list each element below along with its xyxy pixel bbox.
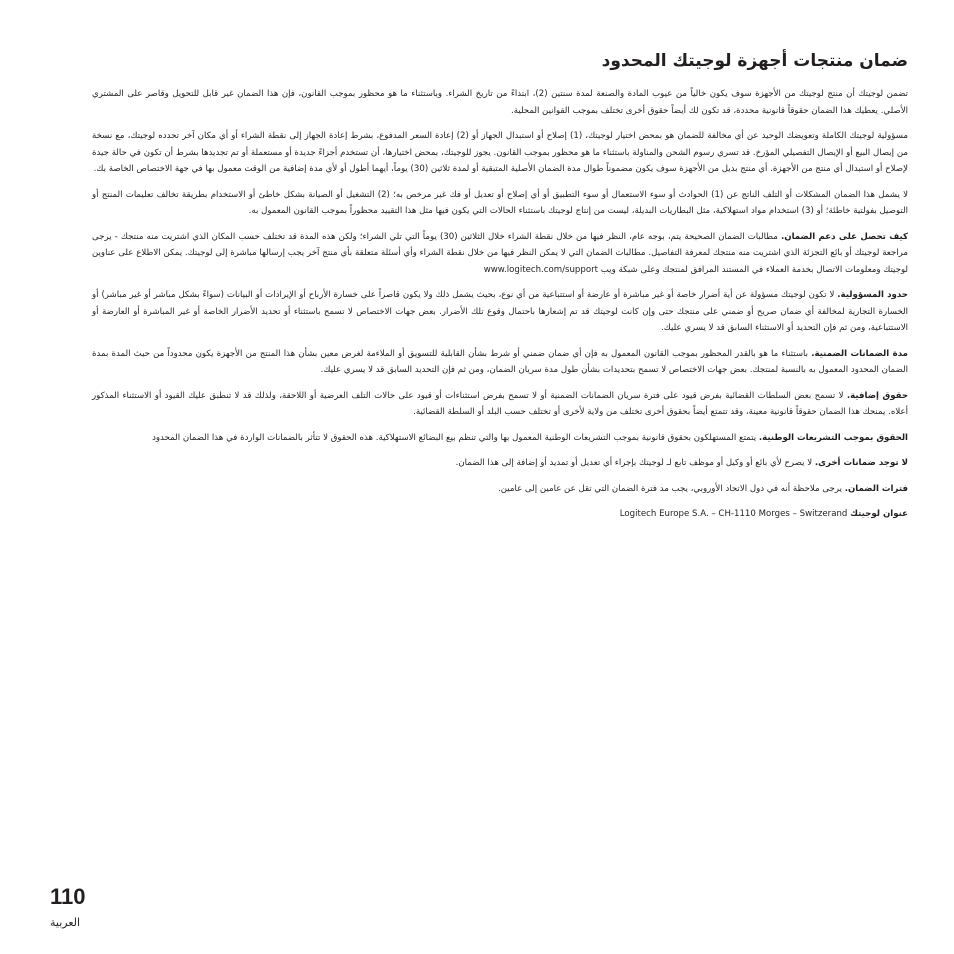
paragraph-heading: الحقوق بموجب التشريعات الوطنية. [758,432,908,443]
paragraph-support [92,229,908,279]
paragraph-additional-rights [92,388,908,421]
paragraph-remedy [92,128,908,178]
paragraph-heading: عنوان لوجيتك [850,509,908,519]
paragraph-implied-warranties [92,346,908,379]
paragraph-text: مطالبات الضمان الصحيحة يتم، بوجه عام، النظر فيها من خلال نقطة الشراء خلال الثلاثين (30) يوماً التي تلي الشراء؛ ولكن هذه المدة قد تختلف حسب المكان الذي اشتريت منه منتجك - يرجى مراجعة لوجيتك أو بائع التجزئة الذي اشتريت منه منتجك لمعرفة التفاصيل. مطالبات الضمان التي لا يمكن النظر فيها من خلال نقطة الشراء وأي أسئلة متعلقة بأي منتج آخر يجب إرسالها مباشرة إلى لوجيتك. يمكن الاطلاع على عناوين لوجيتك ومعلومات الاتصال بخدمة العملاء في المستند المرافق لمنتجك وعلى شبكة ويب [92,231,908,275]
warranty-content [92,48,908,532]
paragraph-warranty-intro [92,86,908,119]
paragraph-text: يتمتع المستهلكون بحقوق قانونية بموجب التشريعات الوطنية المعمول بها والتي تنظم بيع البضائع الاستهلاكية. هذه الحقوق لا تتأثر بالضمانات الواردة في هذا الضمان المحدود [152,432,759,443]
paragraph-heading: لا توجد ضمانات أخرى. [814,458,908,468]
paragraph-text: لا يصرح لأي بائع أو وكيل أو موظف تابع لـ لوجيتك بإجراء أي تعديل أو تمديد أو إضافة إلى هذا الضمان. [455,458,815,468]
paragraph-national-rights [92,430,908,447]
paragraph-liability [92,287,908,337]
page-title: ضمان منتجات أجهزة لوجيتك المحدود [601,51,908,71]
page-number: 110 [50,884,86,909]
paragraph-heading: حدود المسؤولية. [837,290,908,300]
address-text: Logitech Europe S.A. – CH-1110 Morges – Switzerand [619,509,848,519]
paragraph-exclusions [92,187,908,220]
paragraph-text: لا يشمل هذا الضمان المشكلات أو التلف الناتج عن (1) الحوادث أو سوء الاستعمال أو سوء التطبيق أو أي إصلاح أو تعديل أو فك غير مرخص به؛ (2) التشغيل أو الصيانة بشكل خاطئ أو الاستخدام بطريقة تخالف تعليمات المنتج أو التوصيل بفولتية خاطئة؛ أو (3) استخدام مواد استهلاكية، مثل البطاريات البديلة، ليست من إنتاج لوجيتك باستثناء الحالات التي يكون فيها مثل هذا التقييد محظوراً بموجب القانون المعمول به. [92,189,908,216]
paragraph-warranty-periods [92,481,908,498]
paragraph-text: تضمن لوجيتك أن منتج لوجيتك من الأجهزة سوف يكون خالياً من عيوب المادة والصنعة لمدة سنتين (2)، ابتداءً من تاريخ الشراء. وباستثناء ما هو محظور بموجب القانون، فإن هذا الضمان غير قابل للتحويل وقاصر على المشتري الأصلي. يعطيك هذا الضمان حقوقاً قانونية محددة، قد تكون لك أيضاً حقوق أخرى تختلف بموجب القوانين المحلية. [92,89,909,116]
paragraph-text: لا تكون لوجيتك مسؤولة عن أية أضرار خاصة أو غير مباشرة أو عارضة أو استتباعية من أي نوع، بحيث يشمل ذلك ولا يكون قاصراً على خسارة الأرباح أو الإيرادات أو البيانات (سواءً بشكل مباشر أو غير مباشر) أو الخسارة التجارية لمخالفة أي ضمان صريح أو ضمني على منتجك حتى وإن كانت لوجيتك قد تم إشعارها باحتمال وقوع تلك الأضرار. بعض جهات الاختصاص لا تسمح باستثناء أو تحديد الأضرار الخاصة أو غير المباشرة أو العارضة أو الاستتباعية، ومن ثم فإن التحديد أو الاستثناء السابق قد لا يسري عليك. [92,290,908,333]
paragraph-address [92,506,908,523]
support-link[interactable]: www.logitech.com/support [483,264,599,275]
paragraph-heading: حقوق إضافية. [846,390,909,401]
paragraph-text: مسؤولية لوجيتك الكاملة وتعويضك الوحيد عن أي مخالفة للضمان هو بمحض اختيار لوجيتك، (1) إصلاح أو استبدال الجهاز أو (2) إعادة السعر المدفوع، بشرط إعادة الجهاز إلى نقطة الشراء أو أي مكان آخر تحدده لوجيتك، مع نسخة من إيصال البيع أو الإيصال التفصيلي المؤرخ. قد تسري رسوم الشحن والمناولة باستثناء ما هو محظور بموجب القانون. يجوز للوجيتك، بمحض اختيارها، أن تستخدم أجزاءً جديدة أو مستعملة أو تم تجديدها بشرط أن تكون في حالة جيدة لإصلاح أو استبدال أي منتج من الأجهزة. أي منتج بديل من الأجهزة سوف يكون مضموناً طوال مدة الضمان الأصلية المتبقية أو لمدة ثلاثين (30) يوماً، أيهما أطول أو لأي مدة إضافية من الوقت معمول بها في جهة الاختصاص الخاصة بك. [92,131,909,174]
language-label: العربية [50,916,81,929]
paragraph-text: باستثناء ما هو بالقدر المحظور بموجب القانون المعمول به فإن أي ضمان ضمني أو شرط بشأن القابلية للتسويق أو الملاءمة لغرض معين بشأن هذا المنتج من الأجهزة يكون محدوداً من حيث المدة بمدة الضمان المحدود المعمول به بالنسبة لمنتجك. بعض جهات الاختصاص لا تسمح بتحديدات بشأن طول مدة سريان الضمان، ومن ثم فإن التحديد السابق قد لا يسري عليك. [92,348,908,375]
paragraph-heading: مدة الضمانات الضمنية. [811,348,908,359]
paragraph-heading: فترات الضمان. [844,483,908,494]
paragraph-no-other-warranties [92,455,908,472]
paragraph-heading: كيف تحصل على دعم الضمان. [780,231,908,242]
paragraph-text: لا تسمح بعض السلطات القضائية بفرض قيود على فترة سريان الضمانات الضمنية أو لا تسمح بفرض استثناءات أو قيود على حالات التلف العرضية أو اللاحقة، ولذلك قد لا تنطبق عليك القيود أو الاستثناء المذكور أعلاه. يمنحك هذا الضمان حقوقاً قانونية معينة، وقد تتمتع أيضاً بحقوق أخرى تختلف من ولاية لأخرى أو تختلف حسب البلد أو السلطة القضائية. [92,390,908,417]
paragraph-text: يرجى ملاحظة أنه في دول الاتحاد الأوروبي، يجب مد فترة الضمان التي تقل عن عامين إلى عامين. [497,483,845,494]
